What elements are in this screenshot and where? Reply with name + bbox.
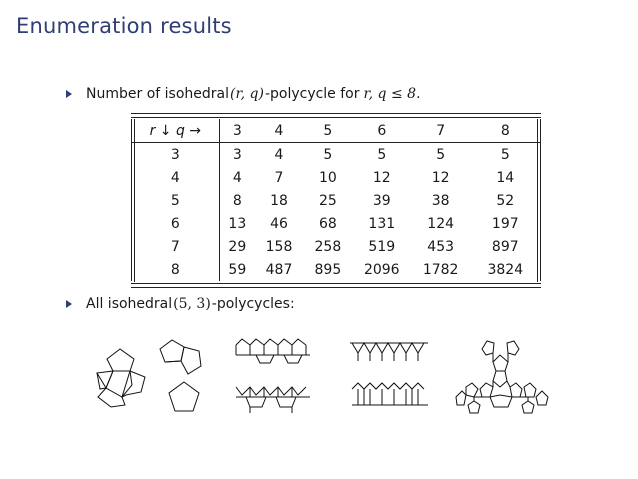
bullet-text-suffix: . bbox=[416, 86, 421, 102]
table-row-label: 4 bbox=[132, 166, 220, 189]
table-cell: 258 bbox=[314, 238, 342, 255]
table-row bbox=[132, 143, 541, 167]
polycycle-comb-upper-figure bbox=[350, 343, 428, 361]
table-cell: 124 bbox=[427, 215, 455, 232]
table-cell: 14 bbox=[471, 166, 541, 189]
table-cell: 10 bbox=[318, 169, 337, 186]
bullet-pair: (r, q) bbox=[229, 86, 264, 102]
table-corner-label: r ↓ q → bbox=[132, 119, 220, 143]
table-cell: 897 bbox=[471, 235, 541, 258]
bullet-condition: r, q ≤ 8 bbox=[363, 86, 417, 102]
bullet-triangle-icon bbox=[66, 300, 72, 308]
table-col-header: 5 bbox=[303, 119, 353, 143]
bullet-text-prefix: Number of isohedral bbox=[86, 86, 229, 102]
table-cell: 2096 bbox=[363, 261, 400, 278]
table-row bbox=[132, 166, 541, 189]
table-col-header: 7 bbox=[411, 119, 471, 143]
table-cell: 18 bbox=[270, 192, 288, 209]
table-cell: 131 bbox=[368, 215, 396, 232]
table-cell: 12 bbox=[372, 169, 391, 186]
table-cell: 453 bbox=[427, 238, 455, 255]
table-row-label: 8 bbox=[132, 258, 220, 281]
table-cell: 8 bbox=[232, 192, 242, 209]
polycycle-strip-upper-figure bbox=[236, 339, 310, 363]
table-cell: 46 bbox=[270, 215, 288, 232]
table-cell: 38 bbox=[431, 192, 450, 209]
table-cell: 59 bbox=[228, 261, 247, 278]
table-cell: 4 bbox=[232, 169, 242, 186]
table-cell: 519 bbox=[368, 238, 396, 255]
bullet-polycycles bbox=[66, 296, 295, 312]
results-table bbox=[131, 119, 541, 281]
bullet-text-prefix: All isohedral bbox=[86, 296, 173, 312]
table-cell: 1782 bbox=[422, 261, 459, 278]
table-row bbox=[132, 258, 541, 281]
table-row bbox=[132, 189, 541, 212]
table-cell: 158 bbox=[265, 238, 293, 255]
bullet-enumeration bbox=[66, 86, 421, 102]
bullet-triangle-icon bbox=[66, 90, 72, 98]
polycycle-double-pentagon-figure bbox=[160, 340, 201, 374]
table-col-header: 8 bbox=[471, 119, 541, 143]
table-cell: 5 bbox=[377, 146, 387, 163]
polycycle-three-arm-figure bbox=[456, 341, 548, 413]
bullet-pair: (5, 3) bbox=[173, 296, 211, 312]
table-cell: 5 bbox=[436, 146, 446, 163]
table-cell: 5 bbox=[471, 143, 541, 167]
table-cell: 25 bbox=[318, 192, 337, 209]
slide-title: Enumeration results bbox=[16, 14, 232, 38]
table-cell: 487 bbox=[265, 261, 293, 278]
table-cell: 5 bbox=[323, 146, 333, 163]
table-cell: 39 bbox=[372, 192, 391, 209]
table-cell: 29 bbox=[228, 238, 247, 255]
table-cell: 197 bbox=[471, 212, 541, 235]
polycycle-single-pentagon-figure bbox=[169, 382, 199, 411]
polycycle-triple-pentagon-figure bbox=[97, 349, 145, 407]
table-cell: 3824 bbox=[471, 258, 541, 281]
table-cell: 12 bbox=[431, 169, 450, 186]
polycycle-strip-lower-figure bbox=[236, 387, 310, 413]
table-row bbox=[132, 235, 541, 258]
table-row bbox=[132, 212, 541, 235]
polycycle-figures bbox=[0, 325, 638, 425]
table-row-label: 3 bbox=[132, 143, 220, 167]
table-col-header: 3 bbox=[219, 119, 255, 143]
table-row-label: 5 bbox=[132, 189, 220, 212]
table-cell: 52 bbox=[471, 189, 541, 212]
table-cell: 895 bbox=[314, 261, 342, 278]
table-cell: 4 bbox=[274, 146, 284, 163]
table-row-label: 6 bbox=[132, 212, 220, 235]
table-cell: 68 bbox=[318, 215, 337, 232]
table-header-row bbox=[132, 119, 541, 143]
table-cell: 7 bbox=[274, 169, 284, 186]
table-cell: 3 bbox=[232, 146, 242, 163]
table-cell: 13 bbox=[228, 215, 247, 232]
results-table-frame bbox=[131, 113, 541, 288]
polycycle-comb-lower-figure bbox=[352, 383, 428, 405]
bullet-text-middle: -polycycle for bbox=[264, 86, 360, 102]
table-col-header: 6 bbox=[353, 119, 411, 143]
table-col-header: 4 bbox=[255, 119, 303, 143]
bullet-text-suffix: -polycycles: bbox=[211, 296, 295, 312]
table-row-label: 7 bbox=[132, 235, 220, 258]
